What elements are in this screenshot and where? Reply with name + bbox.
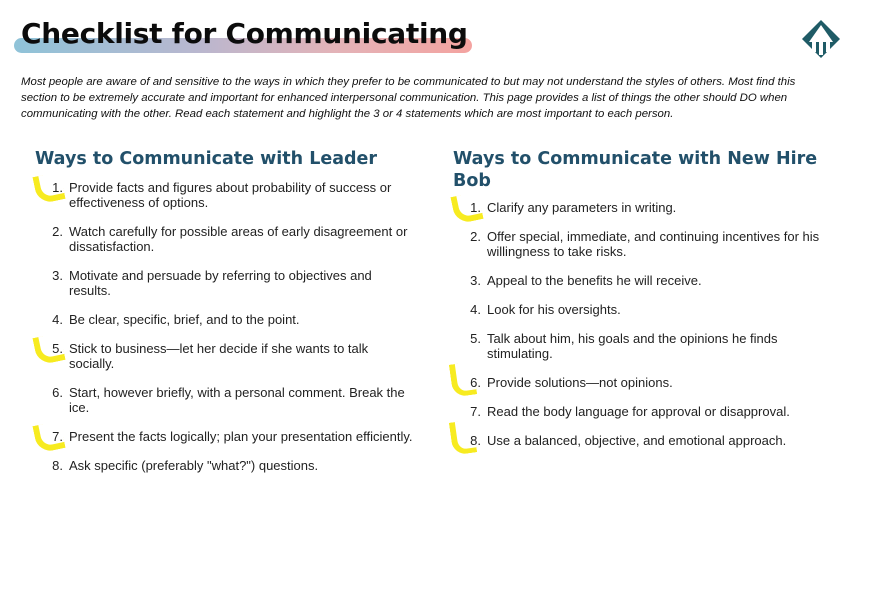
page-title: Checklist for Communicating: [21, 17, 468, 50]
triangle-diamond-logo-icon: [800, 18, 842, 60]
list-item: 7. Present the facts logically; plan your presentation efficiently.: [35, 429, 415, 444]
intro-paragraph: Most people are aware of and sensitive to the ways in which they prefer to be communicated to but may not understand the styles of others. Most find this section to be extremely accurate and important for enhanced interpersonal communication. This page provides a list of things the other should DO when communicating with the other. Read each statement and highlight the 3 or 4 statements which are most important to each person.: [21, 76, 796, 121]
list-item: 8. Ask specific (preferably "what?") questions.: [52, 458, 319, 473]
list-item: 4. Look for his oversights.: [470, 302, 621, 317]
new-hire-column: [453, 148, 833, 462]
list-item: 4. Be clear, specific, brief, and to the point.: [52, 312, 300, 327]
list-item: 7. Read the body language for approval or disapproval.: [470, 404, 790, 419]
new-hire-heading: Ways to Communicate with New Hire Bob: [453, 149, 818, 191]
list-item: 1. Provide facts and figures about probability of success or effectiveness of options.: [35, 180, 415, 210]
list-item: 6. Start, however briefly, with a personal comment. Break the ice.: [52, 385, 405, 415]
list-item: 5. Talk about him, his goals and the opinions he finds stimulating.: [470, 331, 778, 361]
list-item: 3. Appeal to the benefits he will receive.: [470, 273, 702, 288]
list-item: 6. Provide solutions—not opinions.: [453, 375, 833, 390]
title-block: [14, 16, 468, 52]
leader-list: [35, 180, 415, 473]
list-item: 1. Clarify any parameters in writing.: [453, 200, 833, 215]
list-item: 2. Watch carefully for possible areas of early disagreement or dissatisfaction.: [52, 224, 408, 254]
leader-column: [35, 148, 415, 487]
list-item: 5. Stick to business—let her decide if she wants to talk socially.: [35, 341, 415, 371]
leader-heading: Ways to Communicate with Leader: [35, 149, 378, 169]
list-item: 2. Offer special, immediate, and continuing incentives for his willingness to take risks.: [470, 229, 820, 259]
new-hire-list: [453, 200, 833, 448]
list-item: 3. Motivate and persuade by referring to objectives and results.: [52, 268, 372, 298]
list-item: 8. Use a balanced, objective, and emotional approach.: [453, 433, 833, 448]
